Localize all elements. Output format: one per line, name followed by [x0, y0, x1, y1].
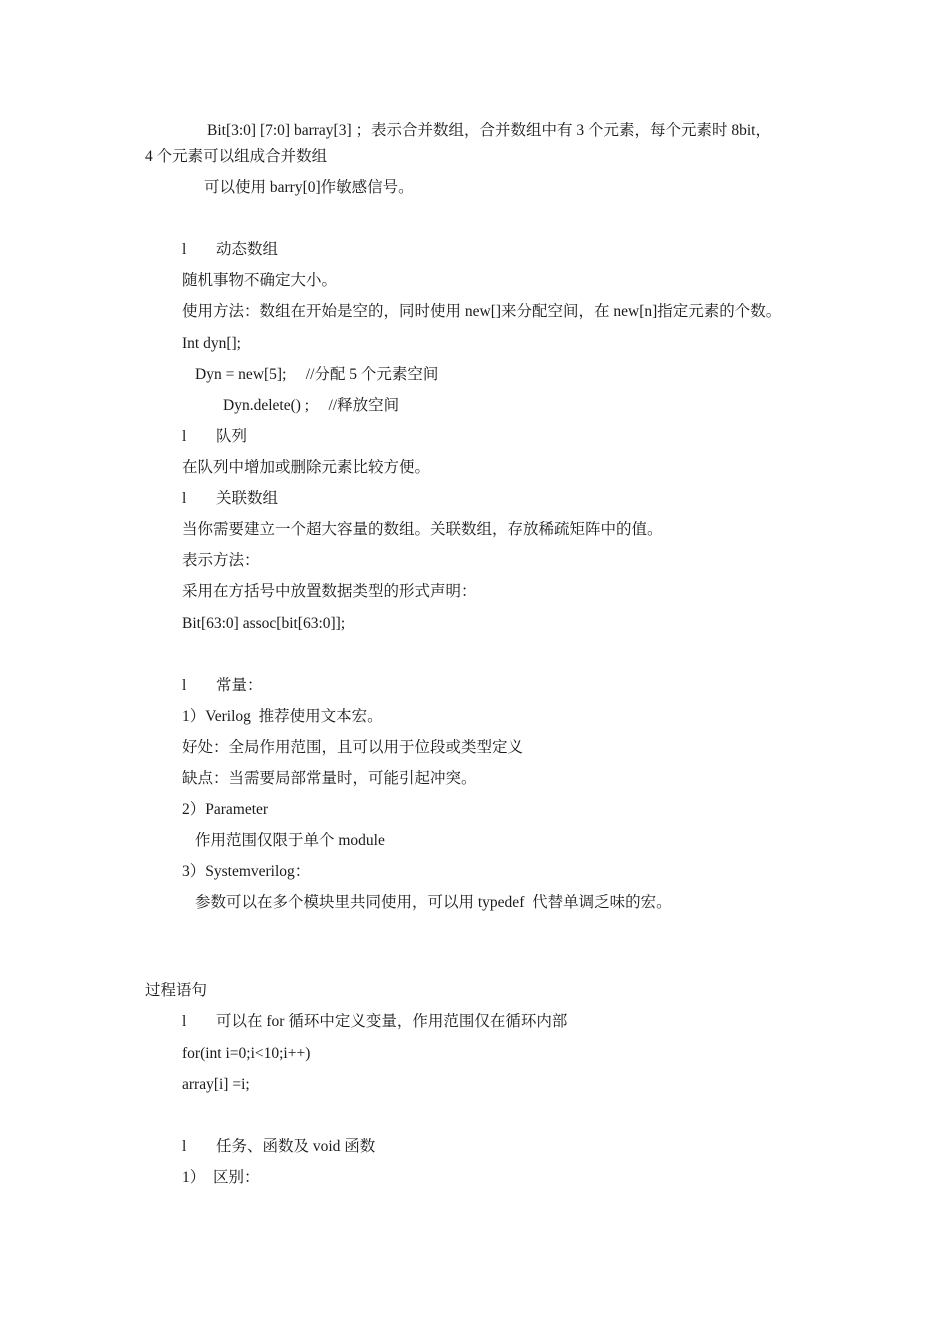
dynamic-array-desc: 随机事物不确定大小。 [182, 272, 338, 289]
queue-desc: 在队列中增加或删除元素比较方便。 [182, 459, 431, 476]
bullet-marker: l [182, 1013, 187, 1030]
constants-item-1-con: 缺点：当需要局部常量时，可能引起冲突。 [182, 770, 477, 787]
bullet-marker: l [182, 241, 187, 258]
dynamic-array-code-1: Int dyn[]; [182, 335, 241, 352]
for-loop-code-1: for(int i=0;i<10;i++) [182, 1045, 311, 1062]
assoc-array-form: 采用在方括号中放置数据类型的形式声明： [182, 583, 477, 600]
constants-item-3-desc: 参数可以在多个模块里共同使用，可以用 typedef 代替单调乏味的宏。 [195, 894, 672, 911]
constants-item-1-pro: 好处：全局作用范围，且可以用于位段或类型定义 [182, 739, 524, 756]
constants-title: 常量： [216, 677, 263, 694]
packed-array-line-1: Bit[3:0] [7:0] barray[3] ；表示合并数组，合并数组中有 3 个元素，每个元素时 8bit， [207, 122, 771, 139]
assoc-array-repr: 表示方法： [182, 552, 260, 569]
constants-item-2-desc: 作用范围仅限于单个 module [195, 832, 385, 849]
procedural-statements-heading: 过程语句 [145, 982, 208, 999]
constants-item-2: 2）Parameter [182, 801, 269, 818]
bullet-marker: l [182, 490, 187, 507]
bullet-marker: l [182, 428, 187, 445]
for-loop-title: 可以在 for 循环中定义变量，作用范围仅在循环内部 [216, 1013, 568, 1030]
bullet-marker: l [182, 677, 187, 694]
dynamic-array-title: 动态数组 [216, 241, 279, 258]
task-function-item-1: 1） 区别： [182, 1169, 260, 1186]
bullet-marker: l [182, 1138, 187, 1155]
assoc-array-code: Bit[63:0] assoc[bit[63:0]]; [182, 615, 346, 632]
for-loop-code-2: array[i] =i; [182, 1076, 250, 1093]
constants-item-1: 1）Verilog 推荐使用文本宏。 [182, 708, 383, 725]
packed-array-line-2: 4 个元素可以组成合并数组 [145, 148, 328, 165]
dynamic-array-code-2: Dyn = new[5]; //分配 5 个元素空间 [195, 366, 439, 383]
assoc-array-desc: 当你需要建立一个超大容量的数组。关联数组，存放稀疏矩阵中的值。 [182, 521, 663, 538]
task-function-title: 任务、函数及 void 函数 [216, 1138, 376, 1155]
assoc-array-title: 关联数组 [216, 490, 279, 507]
dynamic-array-code-3: Dyn.delete() ; //释放空间 [223, 397, 400, 414]
constants-item-3: 3）Systemverilog： [182, 863, 311, 880]
queue-title: 队列 [216, 428, 248, 445]
dynamic-array-usage: 使用方法：数组在开始是空的，同时使用 new[]来分配空间，在 new[n]指定元素的个数。 [182, 303, 782, 320]
packed-array-line-3: 可以使用 barry[0]作敏感信号。 [204, 179, 414, 196]
